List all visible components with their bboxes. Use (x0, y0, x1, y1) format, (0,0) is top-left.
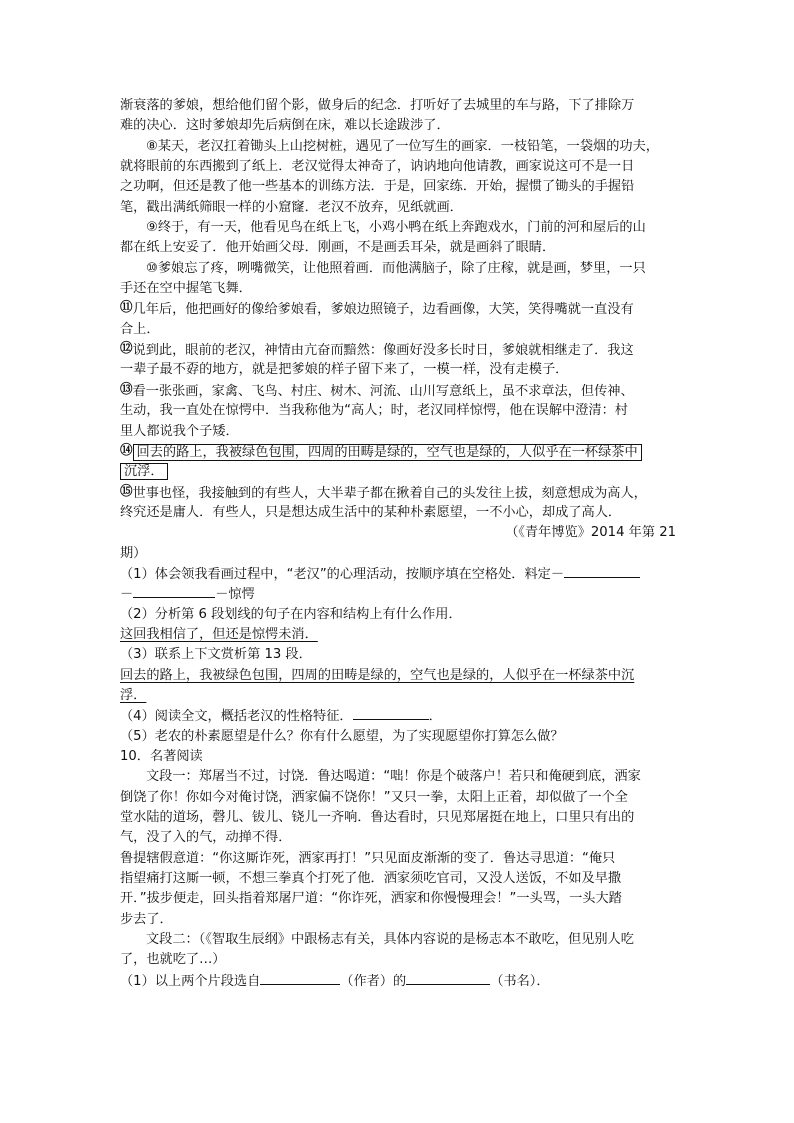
line-text: 开．”拔步便走，回头指着郑屠尸道：“你诈死，洒家和你慢慢理会！”一头骂，一头大踏 (120, 891, 622, 907)
question-2: （2）分析第 6 段划线的句子在内容和结构上有什么作用． (120, 606, 462, 622)
answer-blank[interactable] (564, 564, 640, 578)
text-line (120, 442, 676, 462)
line-text: 合上． (120, 321, 160, 337)
line-text: 手还在空中握笔飞舞． (120, 281, 252, 297)
author-blank[interactable] (260, 971, 340, 985)
line-text: 就将眼前的东西搬到了纸上．老汉觉得太神奇了，讷讷地向他请教，画家说这可不是一日 (120, 159, 635, 175)
text-line (120, 401, 676, 421)
line-text: 文段二：（《智取生辰纲》中跟杨志有关，具体内容说的是杨志本不敢吃，但见别人吃 (146, 932, 634, 948)
text-line (120, 320, 676, 340)
text-line (120, 422, 676, 442)
question-1-dash: － (120, 587, 134, 603)
line-text: 几年后，他把画好的像给爹娘看，爹娘边照镜子，边看画像，大笑，笑得嘴就一直没有 (132, 302, 634, 318)
story-passage (120, 96, 676, 564)
question-1 (120, 564, 676, 584)
text-line (120, 259, 676, 279)
question-3: （3）联系上下文赏析第 13 段． (120, 647, 312, 663)
paragraph-number: ⑪ (120, 299, 133, 315)
text-line (120, 137, 676, 157)
line-text: 一辈子最不孬的地方，就是把爹娘的样子留下来了，一模一样，没有走模子． (120, 362, 569, 378)
section-10-title: 10．名著阅读 (120, 749, 203, 764)
line-text: 堂水陆的道场，磬儿、钹儿、铙儿一齐响．鲁达看时，只见郑屠挺在地上，口里只有出的 (120, 810, 635, 826)
text-line (120, 340, 676, 360)
question-5: （5）老农的朴素愿望是什么？你有什么愿望，为了实现愿望你打算怎么做？ (120, 728, 564, 744)
section-10-q1-mid: （作者）的 (340, 973, 407, 989)
paragraph-number: ⑭ (120, 441, 133, 457)
line-text: 笔，戳出满纸筛眼一样的小窟窿．老汉不放弃，见纸就画． (120, 199, 463, 215)
question-4-end: ． (428, 709, 442, 725)
question-3-quote: 回去的路上，我被绿色包围，四周的田畴是绿的，空气也是绿的，人似乎在一杯绿茶中沉 (120, 667, 635, 683)
line-text: 都在纸上安妥了．他开始画父母．刚画，不是画丢耳朵，就是画斜了眼睛． (120, 240, 556, 256)
question-4 (120, 706, 676, 726)
line-text: 指望痛打这厮一顿，不想三拳真个打死了他．洒家须吃官司，又没人送饭，不如及早撒 (120, 871, 622, 887)
answer-blank[interactable] (353, 706, 429, 720)
text-line (120, 869, 676, 889)
text-line (120, 849, 676, 869)
line-text: 鲁提辖假意道：“你这厮诈死，洒家再打！”只见面皮渐渐的变了．鲁达寻思道：“俺只 (120, 850, 616, 866)
question-1-end: －惊愕 (215, 587, 255, 603)
text-line (120, 299, 676, 319)
text-line (120, 238, 676, 258)
line-text: 说到此，眼前的老汉，神情由亢奋而黯然：像画好没多长时日，爹娘就相继走了．我这 (132, 343, 634, 359)
text-line (120, 198, 676, 218)
answer-blank[interactable] (133, 584, 215, 598)
text-line (120, 767, 676, 787)
text-line (120, 157, 676, 177)
book-title-blank[interactable] (406, 971, 490, 985)
line-text: 渐衰落的爹娘，想给他们留个影，做身后的纪念．打听好了去城里的车与路，下了排除万 (120, 98, 635, 113)
text-line (120, 381, 676, 401)
paragraph-number: ⑫ (120, 340, 133, 356)
text-line (120, 483, 676, 503)
line-text: 回去的路上，我被绿色包围，四周的田畴是绿的，空气也是绿的，人似乎在一杯绿茶中 (133, 444, 642, 461)
text-line (120, 116, 676, 136)
text-line (120, 930, 676, 950)
line-text: ⑩爹娘忘了疼，咧嘴微笑，让他照着画．而他满脑子，除了庄稼，就是画，梦里，一只 (146, 260, 646, 276)
line-text: 难的决心．这时爹娘却先后病倒在床，难以长途跋涉了． (120, 118, 450, 134)
line-text: 之功啊，但还是教了他一些基本的训练方法．于是，回家练．开始，握惯了锄头的手握铅 (120, 179, 635, 195)
line-text: 世事也怪，我接触到的有些人，大半辈子都在揪着自己的头发往上拔，刻意想成为高人， (132, 485, 647, 501)
line-text: 终究还是庸人．有些人，只是想达成生活中的某种朴素愿望，一不小心，却成了高人． (120, 504, 622, 520)
text-line (120, 889, 676, 909)
text-line (120, 279, 676, 299)
text-line (120, 828, 676, 848)
paragraph-number: ⑮ (120, 482, 133, 498)
line-text: 文段一：郑屠当不过，讨饶．鲁达喝道：“咄！你是个破落户！若只和俺硬到底，洒家 (146, 769, 641, 785)
line-text: 里人都说我个子矮． (120, 423, 239, 439)
line-text: 沉浮． (120, 463, 168, 480)
line-text: 了，也就吃了…） (120, 952, 226, 968)
section-10-q1-text: （1）以上两个片段选自 (120, 973, 261, 989)
question-2-quote: 这回我相信了，但还是惊愕未消． (120, 626, 318, 642)
paragraph-number: ⑬ (120, 380, 133, 396)
text-line (120, 503, 676, 523)
text-line (120, 177, 676, 197)
text-line (120, 910, 676, 930)
line-text: （《青年博览》2014 年第 21 (505, 525, 676, 541)
document-page (120, 96, 676, 991)
line-text: 生动，我一直处在惊愕中．当我称他为“高人；时，老汉同样惊愕，他在误解中澄清：村 (120, 403, 628, 419)
line-text: 倒饶了你！你如今对俺讨饶，洒家偏不饶你！”又只一拳，太阳上正着，却似做了一个全 (120, 789, 628, 805)
text-line (120, 462, 676, 482)
section-10-question-1 (120, 971, 676, 991)
line-text: ⑨终于，有一天，他看见鸟在纸上飞，小鸡小鸭在纸上奔跑戏水，门前的河和屋后的山 (146, 220, 646, 236)
line-text: ⑧某天，老汉扛着锄头上山挖树桩，遇见了一位写生的画家．一枝铅笔，一袋烟的功夫， (146, 138, 659, 154)
text-line (120, 523, 676, 543)
line-text: 气，没了入的气，动掸不得． (120, 830, 292, 846)
line-text: 步去了． (120, 911, 173, 927)
question-1-text: （1）体会领我看画过程中，“老汉”的心理活动，按顺序填在空格处．料定－ (120, 566, 565, 582)
text-line (120, 96, 676, 116)
question-3-quote-cont: 浮． (120, 687, 147, 703)
section-10-passage (120, 767, 676, 970)
question-1-cont (120, 584, 676, 604)
text-line (120, 788, 676, 808)
text-line (120, 360, 676, 380)
section-10-q1-end: （书名）． (490, 973, 550, 989)
question-4-text: （4）阅读全文，概括老汉的性格特征． (120, 709, 353, 725)
text-line (120, 950, 676, 970)
line-text: 看一张张画，家禽、飞鸟、村庄、树木、河流、山川写意纸上，虽不求章法，但传神、 (132, 383, 634, 399)
text-line (120, 808, 676, 828)
text-line (120, 218, 676, 238)
text-line (120, 544, 676, 564)
line-text: 期） (120, 545, 147, 561)
